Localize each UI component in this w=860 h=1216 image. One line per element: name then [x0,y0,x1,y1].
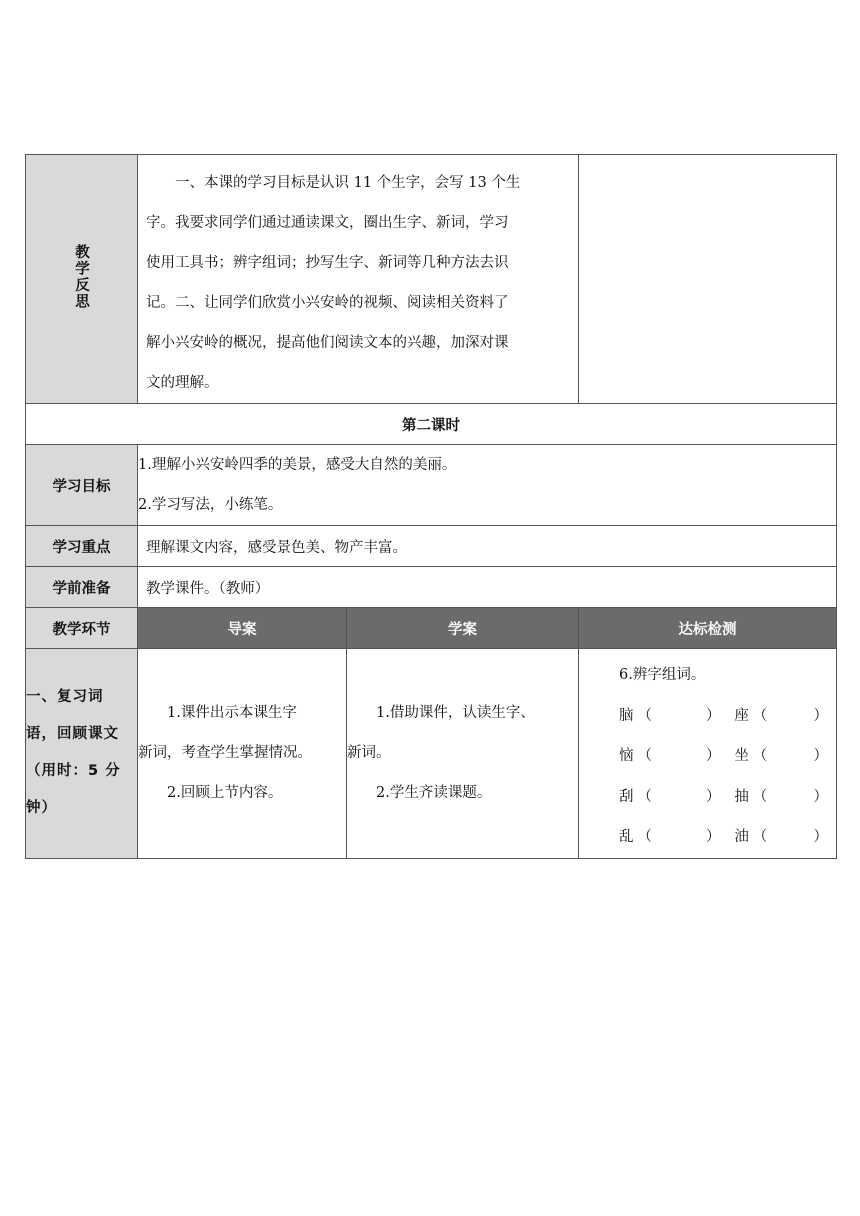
goals-label: 学习目标 [26,445,138,526]
char-b: 油 [734,829,749,845]
char-b: 座 [734,707,749,724]
stage-line: （用时：5 分 [26,763,121,780]
reflection-line: 一、本课的学习目标是认识 11 个生字，会写 13 个生 [175,175,521,191]
exercise-title: 6.辨字组词。 [619,667,706,683]
col-check-header: 达标检测 [579,608,837,649]
goal-item: 1.理解小兴安岭四季的美景，感受大自然的美丽。 [138,457,457,473]
focus-label: 学习重点 [26,526,138,567]
paren-open: （ [752,829,768,845]
answer-blank-b[interactable] [767,777,813,818]
char-a: 脑 [619,707,634,724]
prep-row [26,567,837,608]
reflection-line: 字。我要求同学们通过通读课文，圈出生字、新词，学习 [146,215,509,231]
goals-row [26,445,837,526]
study-line: 新词。 [347,745,391,762]
goal-item: 2.学习写法，小练笔。 [138,497,283,513]
stage-line: 语，回顾课文 [26,726,119,743]
study-line: 1.借助课件，认读生字、 [376,705,535,722]
check-cell [579,649,837,859]
paren-close: ） [813,829,828,845]
section-title: 第二课时 [26,404,837,445]
paren-open: （ [637,788,652,805]
reflection-empty-cell [579,155,837,404]
col-guide-header: 导案 [138,608,347,649]
paren-close: ） [813,748,828,764]
study-cell [347,649,579,859]
answer-blank-b[interactable] [767,696,813,737]
guide-line: 1.课件出示本课生字 [167,705,297,722]
char-b: 抽 [734,788,749,805]
exercise-pair [619,696,828,737]
reflection-line: 使用工具书；辨字组词；抄写生字、新词等几种方法去识 [146,255,509,271]
answer-blank-a[interactable] [652,817,706,858]
guide-cell [138,649,347,859]
char-a: 刮 [619,788,634,805]
reflection-row [26,155,837,404]
section-row [26,404,837,445]
prep-label: 学前准备 [26,567,138,608]
paren-close: ） [813,707,828,724]
focus-row [26,526,837,567]
paren-open: （ [637,829,652,845]
column-header-row [26,608,837,649]
paren-open: （ [752,788,768,805]
guide-line: 2.回顾上节内容。 [167,785,283,802]
paren-close: ） [705,829,721,845]
exercise-pair [619,736,828,777]
answer-blank-a[interactable] [652,777,706,818]
stage-line: 钟） [26,800,57,817]
answer-blank-a[interactable] [652,736,706,777]
reflection-text [138,155,578,403]
paren-close: ） [705,707,721,724]
paren-close: ） [705,748,721,764]
lesson-plan-table [25,154,837,859]
reflection-text-cell [138,155,579,404]
answer-blank-b[interactable] [767,736,813,777]
paren-open: （ [637,748,652,764]
char-b: 坐 [734,748,749,764]
answer-blank-a[interactable] [652,696,706,737]
reflection-line: 文的理解。 [146,375,219,391]
reflection-label: 教学反思 [73,244,89,310]
char-a: 乱 [619,829,634,845]
paren-close: ） [705,788,721,805]
col-study-header: 学案 [347,608,579,649]
exercise-pair [619,777,828,818]
stage-line: 一、复习词 [26,689,104,706]
activity-row [26,649,837,859]
stage-cell [26,649,138,859]
exercise [579,649,836,858]
answer-blank-b[interactable] [767,817,813,858]
study-line: 2.学生齐读课题。 [376,785,492,802]
paren-open: （ [752,707,768,724]
focus-text: 理解课文内容，感受景色美、物产丰富。 [138,526,837,567]
prep-text: 教学课件。（教师） [138,567,837,608]
char-a: 恼 [619,748,634,764]
guide-line: 新词，考查学生掌握情况。 [138,745,312,762]
exercise-pair [619,817,828,858]
reflection-line: 记。二、让同学们欣赏小兴安岭的视频、阅读相关资料了 [146,295,509,311]
goals-cell [138,445,837,526]
col-stage-header: 教学环节 [26,608,138,649]
paren-close: ） [813,788,828,805]
paren-open: （ [752,748,768,764]
reflection-line: 解小兴安岭的概况，提高他们阅读文本的兴趣，加深对课 [146,335,509,351]
reflection-label-cell [26,155,138,404]
paren-open: （ [637,707,652,724]
